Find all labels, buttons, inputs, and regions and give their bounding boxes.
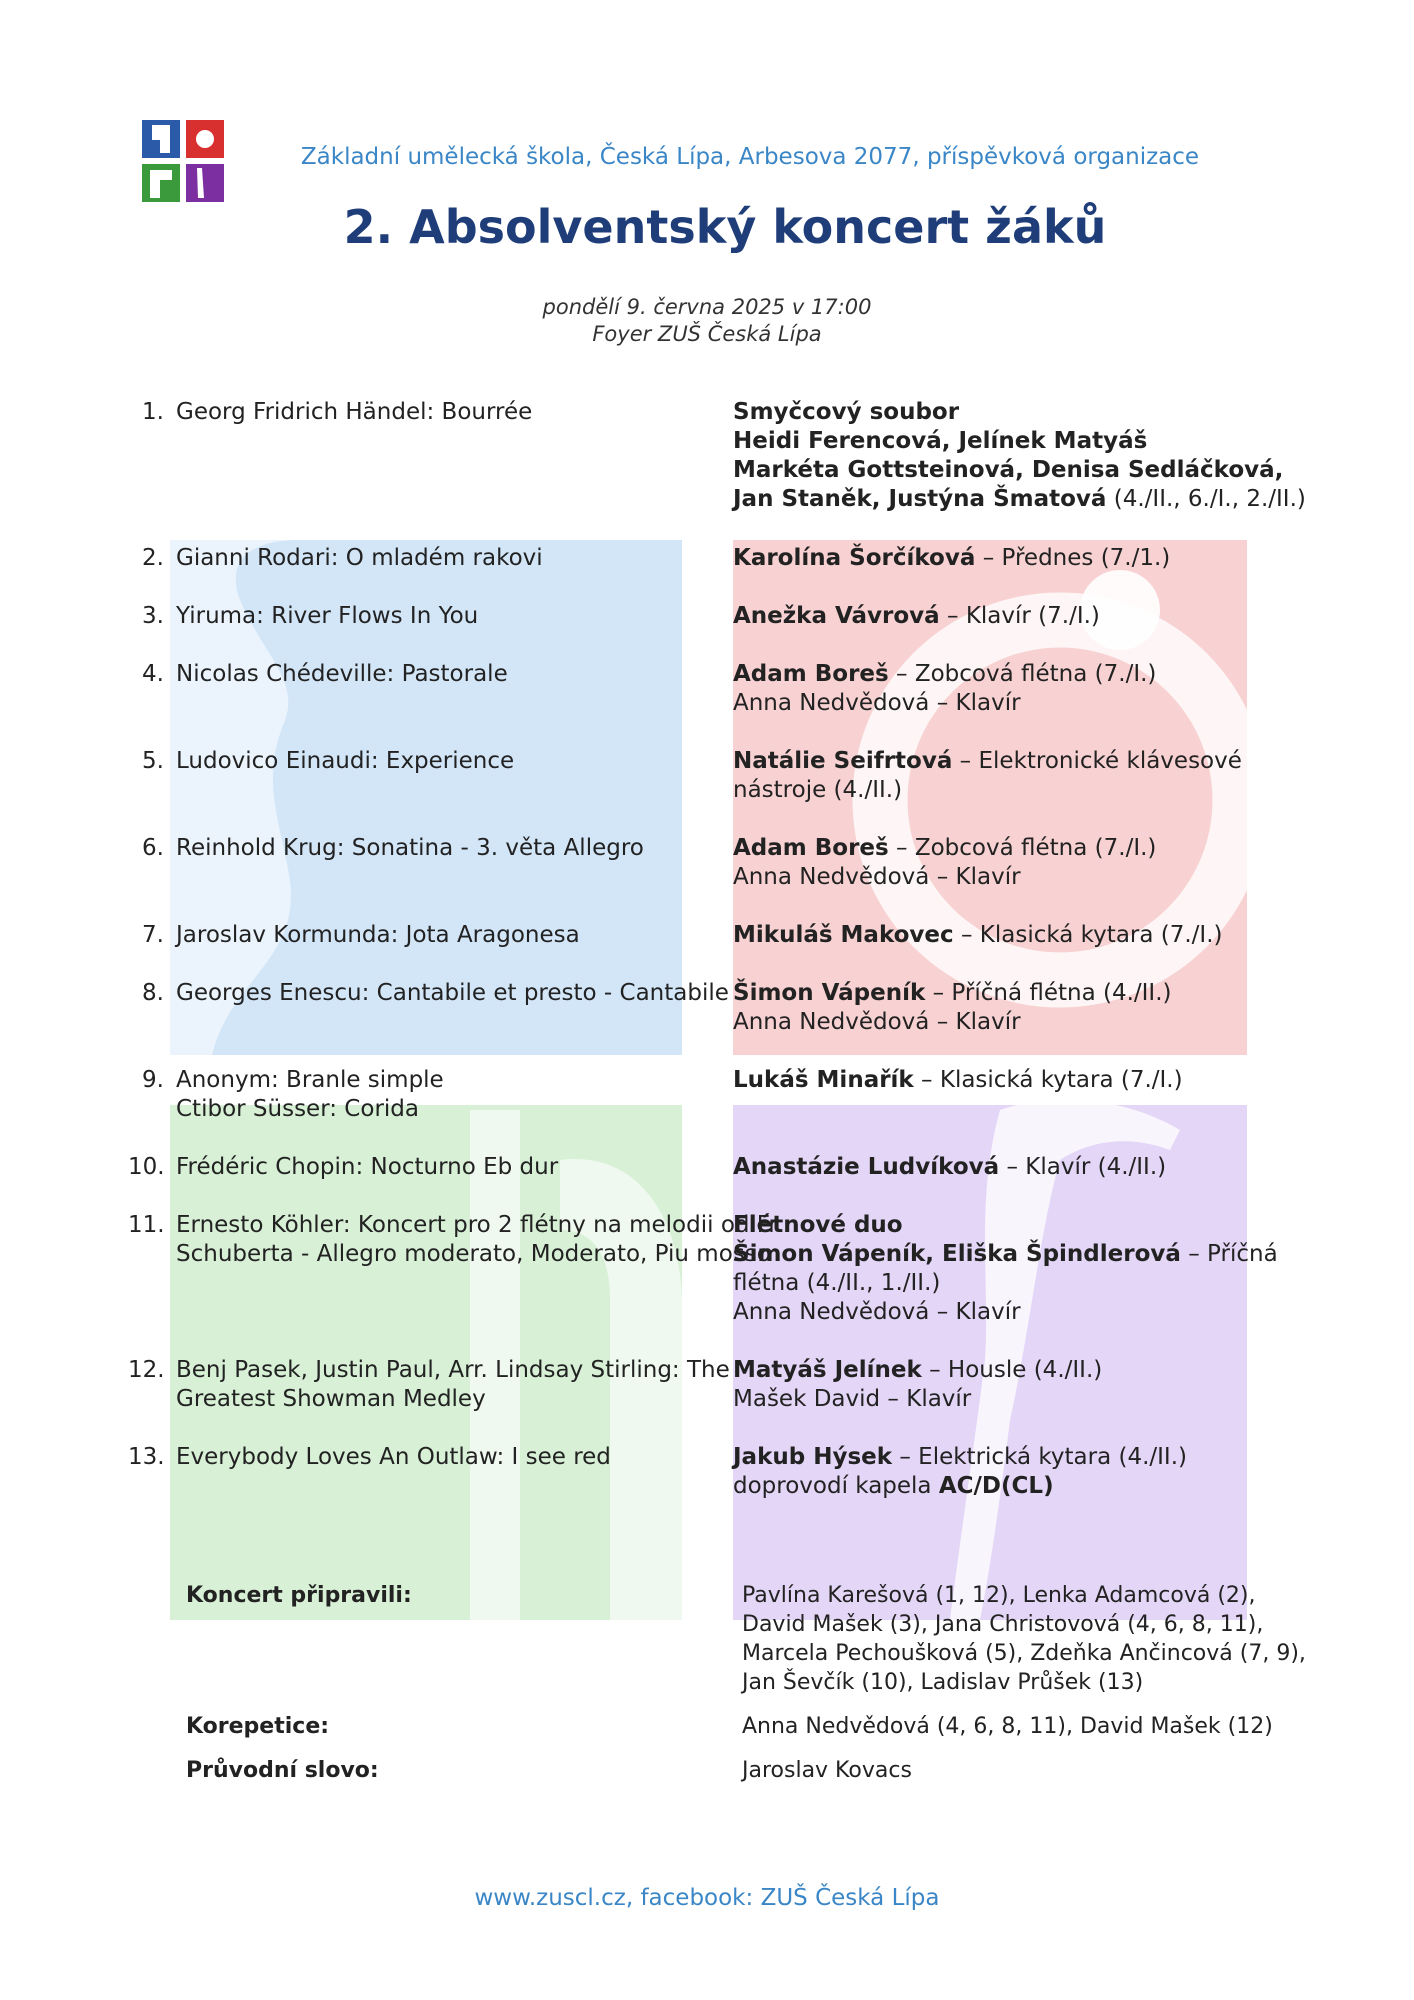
program-piece: Gianni Rodari: O mladém rakovi: [176, 545, 543, 571]
performer-line: [733, 544, 1308, 573]
program-number: 9.: [142, 1067, 164, 1093]
performer-detail: – Zobcová flétna (7./I.): [888, 661, 1157, 687]
program-number: 4.: [142, 661, 164, 687]
performer-name: Matyáš Jelínek: [733, 1357, 922, 1383]
performer-name: Anastázie Ludvíková: [733, 1154, 1000, 1180]
performer-line: [733, 863, 1308, 892]
performer-name: Anežka Vávrová: [733, 603, 940, 629]
concert-datetime-venue: [300, 294, 1114, 348]
program-number: 11.: [128, 1212, 165, 1238]
performer-detail: – Klavír (4./II.): [999, 1154, 1167, 1180]
performer-name: Karolína Šorčíková: [733, 545, 976, 571]
program-number: 13.: [128, 1444, 165, 1470]
program-number: 8.: [142, 980, 164, 1006]
performer-line: [733, 1240, 1308, 1298]
program-piece: Ernesto Köhler: Koncert pro 2 flétny na melodii od Fr. Schuberta - Allegro moderato, Moderato, Piu mosso: [176, 1212, 784, 1267]
performer-name: AC/D(CL): [938, 1473, 1054, 1499]
program-number: 12.: [128, 1357, 165, 1383]
performer-detail: doprovodí kapela: [733, 1473, 939, 1499]
program-performers: [733, 544, 1308, 573]
program-performers: [733, 747, 1308, 805]
performer-line: [733, 1211, 1308, 1240]
performer-detail: – Příčná flétna (4./II., 1./II.): [733, 1241, 1278, 1296]
program-performers: [733, 1443, 1308, 1501]
performer-detail: Anna Nedvědová – Klavír: [733, 864, 1021, 890]
school-name: Základní umělecká škola, Česká Lípa, Arbesova 2077, příspěvková organizace: [300, 144, 1200, 170]
performer-name: Jakub Hýsek: [733, 1444, 893, 1470]
program-piece: Yiruma: River Flows In You: [176, 603, 479, 629]
performer-detail: – Klasická kytara (7./I.): [913, 1067, 1183, 1093]
program-number: 2.: [142, 545, 164, 571]
slovo-value: Jaroslav Kovacs: [742, 1758, 912, 1783]
performer-line: [733, 602, 1308, 631]
program-performers: [733, 979, 1308, 1037]
concert-venue: Foyer ZUŠ Česká Lípa: [592, 322, 822, 346]
performer-line: [733, 1153, 1308, 1182]
performer-line: [733, 1008, 1308, 1037]
performer-line: [733, 747, 1308, 805]
program-performers: [733, 1356, 1308, 1414]
performer-line: [733, 921, 1308, 950]
performer-line: [733, 1385, 1308, 1414]
performer-detail: – Příčná flétna (4./II.): [925, 980, 1172, 1006]
program-performers: [733, 834, 1308, 892]
program-performers: [733, 1211, 1308, 1327]
performer-detail: – Přednes (7./1.): [975, 545, 1171, 571]
prepared-value: Pavlína Karešová (1, 12), Lenka Adamcová (2), David Mašek (3), Jana Christovová (4, 6, 8, 11), Marcela Pechoušková (5), Zdeňka Ančincová (7, 9), Jan Ševčík (10), Ladislav Průšek (13): [742, 1583, 1306, 1695]
performer-name: Flétnové duo: [733, 1212, 903, 1238]
program-piece: Nicolas Chédeville: Pastorale: [176, 661, 508, 687]
performer-line: [733, 834, 1308, 863]
performer-line: [733, 1472, 1308, 1501]
program-performers: [733, 921, 1308, 950]
program-number: 10.: [128, 1154, 165, 1180]
performer-detail: Anna Nedvědová – Klavír: [733, 1009, 1021, 1035]
footer-links: www.zuscl.cz, facebook: ZUŠ Česká Lípa: [474, 1885, 940, 1911]
performer-line: [733, 979, 1308, 1008]
performer-detail: – Klasická kytara (7./I.): [953, 922, 1223, 948]
program-number: 5.: [142, 748, 164, 774]
performer-detail: – Zobcová flétna (7./I.): [888, 835, 1157, 861]
performer-name: Mikuláš Makovec: [733, 922, 954, 948]
program-number: 1.: [142, 399, 164, 425]
concert-date: pondělí 9. června 2025 v 17:00: [542, 295, 872, 319]
performer-line: [733, 689, 1308, 718]
program-piece: Frédéric Chopin: Nocturno Eb dur: [176, 1154, 559, 1180]
korepetice-value: Anna Nedvědová (4, 6, 8, 11), David Mašek (12): [742, 1714, 1273, 1739]
performer-detail: Mašek David – Klavír: [733, 1386, 972, 1412]
program-number: 3.: [142, 603, 164, 629]
program-performers: [733, 660, 1308, 718]
performer-detail: – Klavír (7./I.): [939, 603, 1100, 629]
program-number: 6.: [142, 835, 164, 861]
performer-line: [733, 1443, 1308, 1472]
program-performers: [733, 1153, 1308, 1182]
program-performers: [733, 602, 1308, 631]
performer-name: Šimon Vápeník: [733, 980, 926, 1006]
performer-name: Lukáš Minařík: [733, 1067, 914, 1093]
performer-line: [733, 1356, 1308, 1385]
school-logo: [142, 120, 224, 202]
performer-detail: (4./II., 6./I., 2./II.): [1106, 486, 1306, 512]
program-number: 7.: [142, 922, 164, 948]
program-performers: [733, 1066, 1308, 1095]
program-piece: Reinhold Krug: Sonatina - 3. věta Allegro: [176, 835, 644, 861]
performer-name: Adam Boreš: [733, 661, 889, 687]
performer-name: Heidi Ferencová, Jelínek Matyáš: [733, 428, 1148, 454]
performer-detail: Anna Nedvědová – Klavír: [733, 1299, 1021, 1325]
prepared-label: Koncert připravili:: [186, 1583, 412, 1608]
performer-line: [733, 1298, 1308, 1327]
performer-name: Natálie Seifrtová: [733, 748, 953, 774]
korepetice-label: Korepetice:: [186, 1714, 330, 1739]
program-piece: Jaroslav Kormunda: Jota Aragonesa: [176, 922, 580, 948]
slovo-label: Průvodní slovo:: [186, 1758, 379, 1783]
performer-name: Smyčcový soubor: [733, 399, 960, 425]
performer-line: [733, 427, 1308, 456]
program-performers: [733, 398, 1308, 514]
program-piece: Benj Pasek, Justin Paul, Arr. Lindsay Stirling: The Greatest Showman Medley: [176, 1357, 730, 1412]
performer-line: [733, 398, 1308, 427]
program-piece: Georges Enescu: Cantabile et presto - Cantabile: [176, 980, 729, 1006]
program-piece: Everybody Loves An Outlaw: I see red: [176, 1444, 611, 1470]
program-piece: Ludovico Einaudi: Experience: [176, 748, 515, 774]
performer-detail: – Elektronické klávesové nástroje (4./II.): [733, 748, 1242, 803]
performer-name: Šimon Vápeník, Eliška Špindlerová: [733, 1241, 1181, 1267]
performer-detail: – Elektrická kytara (4./II.): [892, 1444, 1187, 1470]
performer-detail: Anna Nedvědová – Klavír: [733, 690, 1021, 716]
program-piece: Georg Fridrich Händel: Bourrée: [176, 399, 533, 425]
performer-line: [733, 660, 1308, 689]
performer-name: Adam Boreš: [733, 835, 889, 861]
performer-detail: – Housle (4./II.): [921, 1357, 1103, 1383]
program-piece: Anonym: Branle simple Ctibor Süsser: Corida: [176, 1067, 444, 1122]
performer-name: Markéta Gottsteinová, Denisa Sedláčková, Jan Staněk, Justýna Šmatová: [733, 457, 1284, 512]
performer-line: [733, 456, 1308, 514]
performer-line: [733, 1066, 1308, 1095]
concert-title: 2. Absolventský koncert žáků: [343, 200, 1107, 254]
